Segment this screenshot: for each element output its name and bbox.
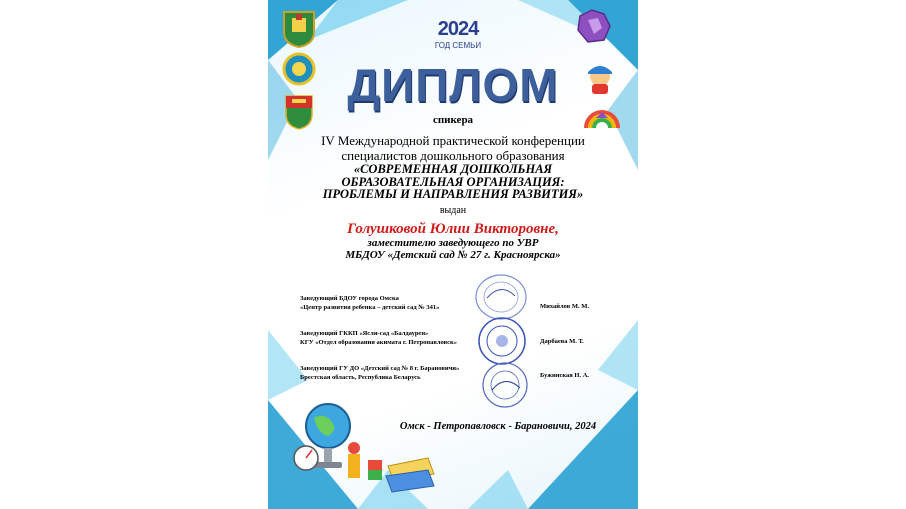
signatory-2-signer: Дарбаева М. Т. [540,338,584,345]
conference-line-2: специалистов дошкольного образования [341,148,565,163]
signatory-2-line-1: Заведующий ГККП «Ясли-сад «Балдаурен» [300,330,429,337]
signatory-3-line-1: Заведующий ГУ ДО «Детский сад № 8 г. Барановичи» [300,365,460,372]
conference-theme-line-3: ПРОБЛЕМЫ И НАПРАВЛЕНИЯ РАЗВИТИЯ» [322,187,584,201]
year-number: 2024 [437,18,479,40]
recipient-position: заместителю заведующего по УВР [367,237,539,249]
signatory-1-line-2: «Центр развития ребенка – детский сад № 341» [300,304,440,311]
conference-theme-line-2: ОБРАЗОВАТЕЛЬНАЯ ОРГАНИЗАЦИЯ: [341,175,565,189]
issued-label: выдан [439,205,467,216]
recipient-name: Голушковой Юлии Викторовне, [347,221,559,237]
education-illustration-icon [288,396,438,496]
diploma-title: ДИПЛОМ [347,59,559,111]
diploma-page [268,0,638,509]
stamp-omsk-icon [473,272,529,322]
signatory-3 [300,364,459,382]
footer-location-year: Омск - Петропавловск - Барановичи, 2024 [399,421,597,432]
diploma-subtitle: спикера [432,114,474,126]
signatory-1 [300,294,439,312]
signatory-3-signer: Бужинская Н. А. [540,372,590,379]
year-caption: ГОД СЕМЬИ [434,41,482,50]
signatory-2 [300,329,457,347]
conference-theme-line-1: «СОВРЕМЕННАЯ ДОШКОЛЬНАЯ [353,162,553,176]
signatory-2-line-2: КГУ «Отдел образования акимата г. Петропавловск» [300,339,458,346]
signatory-1-signer: Михайлов М. М. [540,303,590,310]
year-of-family-logo [428,18,488,50]
signatory-1-line-1: Заведующий БДОУ города Омска [300,295,399,302]
omsk-coat-of-arms-icon [282,8,316,48]
conference-line-1: IV Международной практической конференции [321,133,585,148]
signatory-3-line-2: Брестская область, Республика Беларусь [300,374,421,381]
recipient-organization: МБДОУ «Детский сад № 27 г. Красноярска» [345,249,561,261]
stamp-petropavlovsk-icon [476,316,528,366]
stamp-baranovichi-icon [480,360,530,410]
region-map-icon [574,6,614,46]
